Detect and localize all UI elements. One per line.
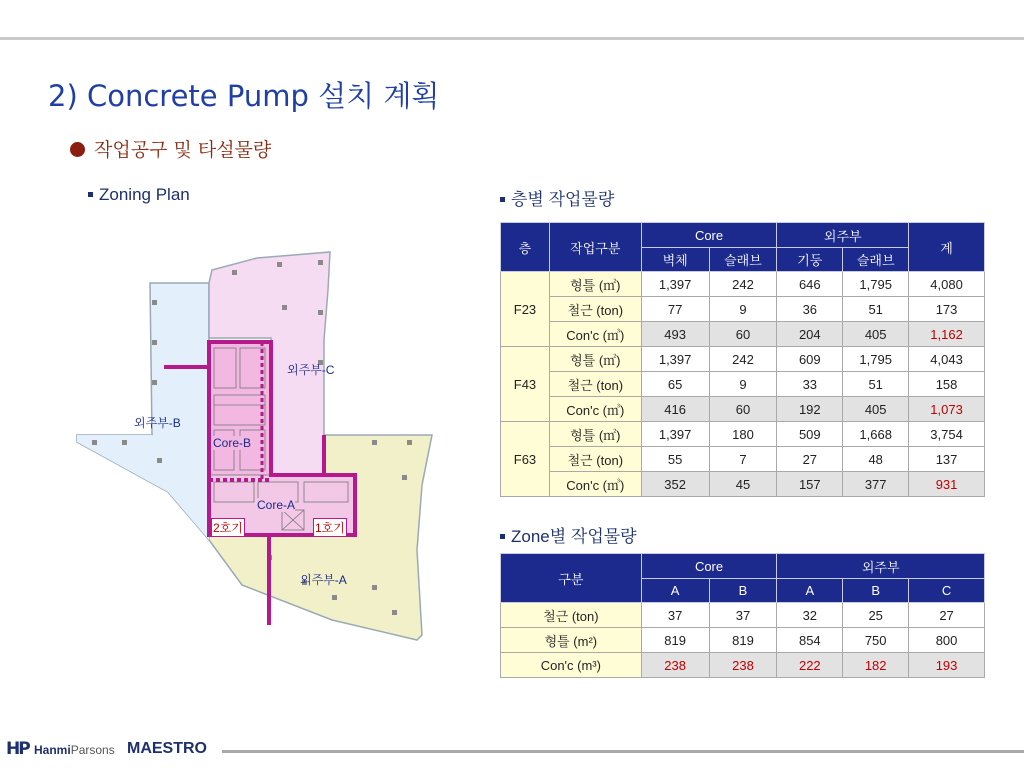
value-cell: 55 (641, 447, 709, 472)
value-cell: 750 (843, 628, 909, 653)
header-core: Core (641, 554, 777, 579)
table-row (501, 422, 985, 447)
top-divider (0, 37, 1024, 40)
row-label: Con'c (㎥) (549, 322, 641, 347)
value-cell: 9 (709, 372, 777, 397)
row-label: 철근 (ton) (501, 603, 642, 628)
value-cell: 157 (777, 472, 843, 497)
floor-quantity-table (500, 222, 985, 497)
label-unit-1: 1호기 (313, 518, 347, 537)
header-work: 작업구분 (549, 223, 641, 272)
table-row (501, 472, 985, 497)
table-row (501, 653, 985, 678)
row-label: Con'c (㎥) (549, 397, 641, 422)
value-cell: 1,795 (843, 272, 909, 297)
value-cell: 45 (709, 472, 777, 497)
value-cell: 1,397 (641, 347, 709, 372)
value-cell: 509 (777, 422, 843, 447)
row-label: Con'c (m³) (501, 653, 642, 678)
header-slab-outer: 슬래브 (843, 248, 909, 272)
floor-cell: F23 (501, 272, 550, 347)
value-cell: 7 (709, 447, 777, 472)
total-cell: 137 (909, 447, 985, 472)
header-wall: 벽체 (641, 248, 709, 272)
floor-table-heading: 층별 작업물량 (500, 185, 614, 210)
table-row (501, 397, 985, 422)
value-cell: 27 (777, 447, 843, 472)
subtitle-text: 작업공구 및 타설물량 (94, 139, 272, 161)
value-cell: 180 (709, 422, 777, 447)
maestro-logo: MAESTRO (127, 740, 207, 757)
value-cell: 377 (843, 472, 909, 497)
value-cell: 1,397 (641, 422, 709, 447)
value-cell: 32 (777, 603, 843, 628)
value-cell: 405 (843, 322, 909, 347)
value-cell: 25 (843, 603, 909, 628)
page-title: 2) Concrete Pump 설치 계획 (48, 79, 440, 113)
table-row (501, 347, 985, 372)
zoning-plan-heading: Zoning Plan (88, 185, 190, 205)
header-total: 계 (909, 223, 985, 272)
value-cell: 192 (777, 397, 843, 422)
value-cell: 33 (777, 372, 843, 397)
table-row (501, 297, 985, 322)
hanmi-parsons-logo: HanmiParsons (34, 743, 115, 757)
header-outer-b: B (843, 579, 909, 603)
value-cell: 238 (641, 653, 709, 678)
header-outer-c: C (909, 579, 985, 603)
value-cell: 1,668 (843, 422, 909, 447)
label-outer-c: 외주부-C (287, 363, 335, 377)
value-cell: 242 (709, 272, 777, 297)
row-label: 형틀 (㎡) (549, 422, 641, 447)
header-core-a: A (641, 579, 709, 603)
header-core: Core (641, 223, 777, 248)
value-cell: 405 (843, 397, 909, 422)
row-label: 철근 (ton) (549, 372, 641, 397)
total-cell: 931 (909, 472, 985, 497)
header-category: 구분 (501, 554, 642, 603)
table-row (501, 603, 985, 628)
total-cell: 1,073 (909, 397, 985, 422)
table-row (501, 272, 985, 297)
value-cell: 819 (641, 628, 709, 653)
total-cell: 4,043 (909, 347, 985, 372)
total-cell: 1,162 (909, 322, 985, 347)
zone-quantity-table (500, 553, 985, 678)
floor-cell: F43 (501, 347, 550, 422)
value-cell: 37 (709, 603, 777, 628)
value-cell: 819 (709, 628, 777, 653)
label-core-b: Core-B (213, 436, 252, 450)
footer-divider (222, 750, 1024, 753)
label-core-a: Core-A (257, 498, 296, 512)
total-cell: 158 (909, 372, 985, 397)
table-row (501, 322, 985, 347)
total-cell: 4,080 (909, 272, 985, 297)
value-cell: 1,795 (843, 347, 909, 372)
value-cell: 9 (709, 297, 777, 322)
value-cell: 238 (709, 653, 777, 678)
page-subtitle (70, 135, 271, 162)
header-outer-a: A (777, 579, 843, 603)
table-row (501, 372, 985, 397)
value-cell: 204 (777, 322, 843, 347)
header-floor: 층 (501, 223, 550, 272)
value-cell: 854 (777, 628, 843, 653)
value-cell: 36 (777, 297, 843, 322)
square-bullet-icon (500, 534, 505, 539)
value-cell: 1,397 (641, 272, 709, 297)
hp-logo: HP (6, 739, 29, 759)
zone-table-heading: Zone별 작업물량 (500, 522, 637, 547)
value-cell: 352 (641, 472, 709, 497)
value-cell: 60 (709, 397, 777, 422)
table-row (501, 447, 985, 472)
value-cell: 60 (709, 322, 777, 347)
value-cell: 37 (641, 603, 709, 628)
value-cell: 609 (777, 347, 843, 372)
total-cell: 3,754 (909, 422, 985, 447)
header-core-b: B (709, 579, 777, 603)
value-cell: 27 (909, 603, 985, 628)
header-slab: 슬래브 (709, 248, 777, 272)
value-cell: 51 (843, 297, 909, 322)
value-cell: 416 (641, 397, 709, 422)
header-column: 기둥 (777, 248, 843, 272)
zoning-plan-drawing (72, 230, 442, 700)
header-outer: 외주부 (777, 223, 909, 248)
value-cell: 48 (843, 447, 909, 472)
header-outer: 외주부 (777, 554, 985, 579)
label-outer-b: 외주부-B (134, 416, 181, 430)
row-label: 형틀 (㎡) (549, 347, 641, 372)
value-cell: 800 (909, 628, 985, 653)
value-cell: 493 (641, 322, 709, 347)
floor-cell: F63 (501, 422, 550, 497)
value-cell: 182 (843, 653, 909, 678)
bullet-dot-icon (70, 142, 85, 157)
value-cell: 51 (843, 372, 909, 397)
value-cell: 222 (777, 653, 843, 678)
row-label: 형틀 (m²) (501, 628, 642, 653)
label-outer-a: 외주부-A (300, 573, 347, 587)
row-label: 철근 (ton) (549, 297, 641, 322)
row-label: Con'c (㎥) (549, 472, 641, 497)
table-row (501, 628, 985, 653)
row-label: 철근 (ton) (549, 447, 641, 472)
square-bullet-icon (88, 192, 93, 197)
row-label: 형틀 (㎡) (549, 272, 641, 297)
total-cell: 173 (909, 297, 985, 322)
value-cell: 65 (641, 372, 709, 397)
value-cell: 646 (777, 272, 843, 297)
label-unit-2: 2호기 (211, 518, 245, 537)
square-bullet-icon (500, 197, 505, 202)
value-cell: 242 (709, 347, 777, 372)
value-cell: 193 (909, 653, 985, 678)
value-cell: 77 (641, 297, 709, 322)
